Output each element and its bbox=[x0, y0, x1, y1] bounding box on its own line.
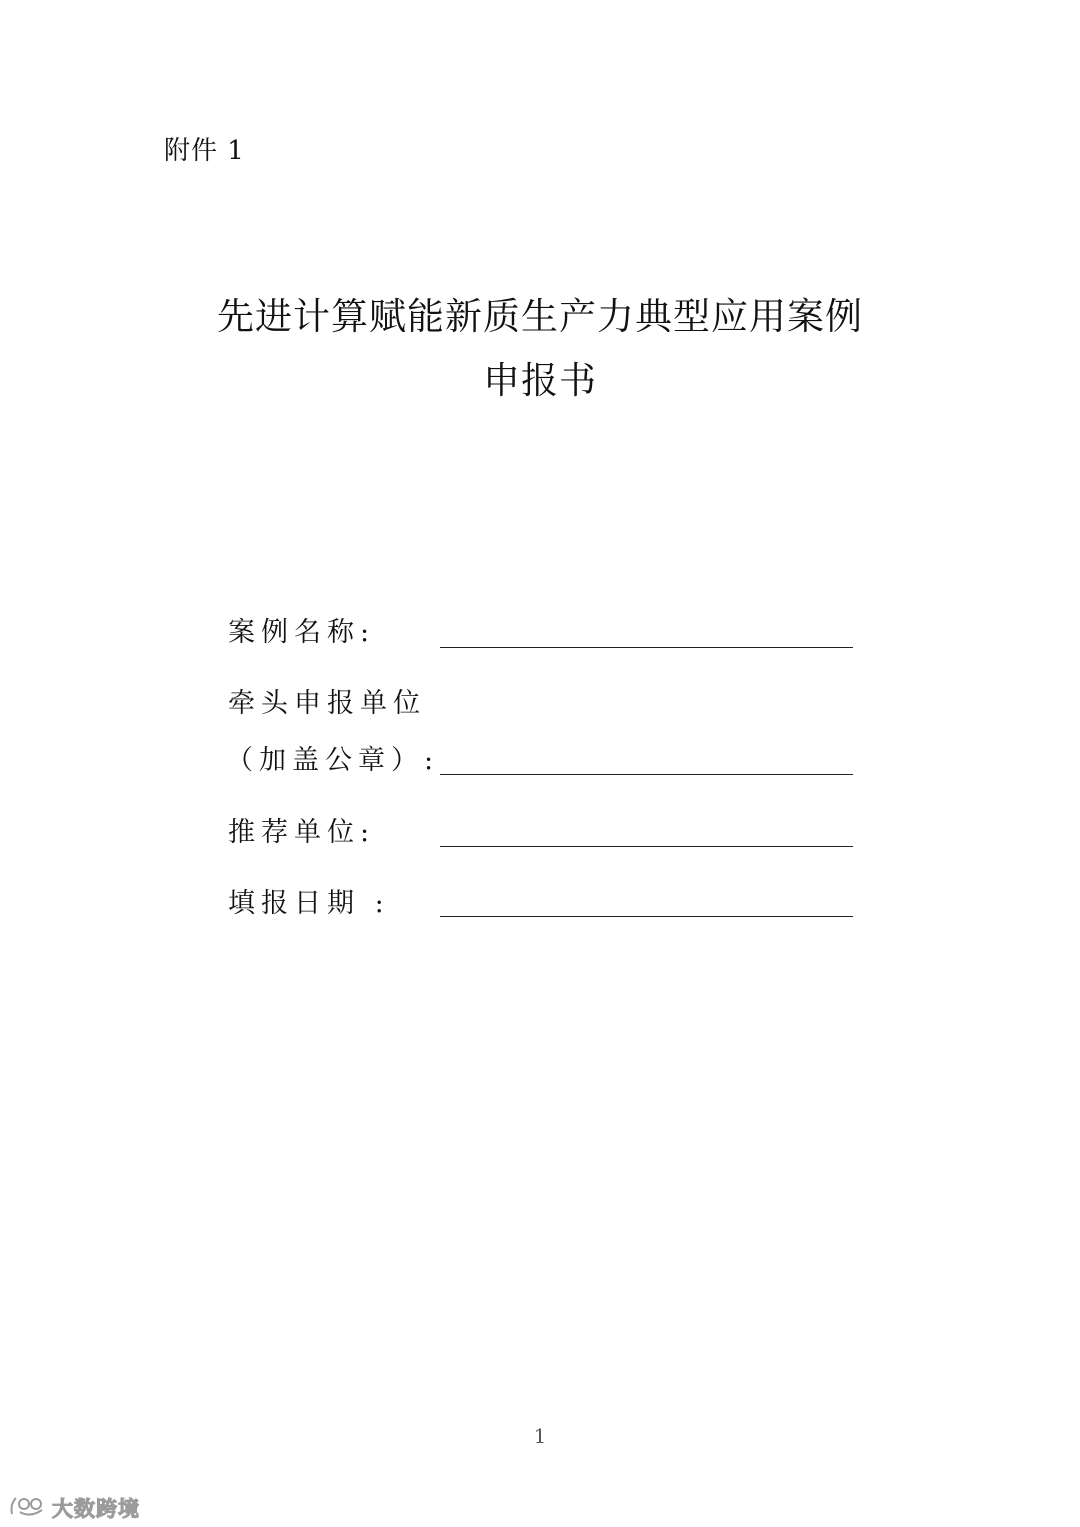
lead-unit-seal-note: （加盖公章）: bbox=[226, 745, 440, 776]
recommending-unit-field-line bbox=[440, 846, 853, 847]
case-name-field-line bbox=[440, 647, 853, 648]
fill-date-label: 填报日期 : bbox=[228, 888, 390, 919]
logo-icon bbox=[8, 1494, 48, 1522]
watermark-text: 大数跨境 bbox=[52, 1497, 140, 1521]
watermark bbox=[8, 1493, 140, 1523]
document-subtitle: 申报书 bbox=[483, 359, 597, 402]
document-title: 先进计算赋能新质生产力典型应用案例 bbox=[217, 295, 863, 338]
case-name-label: 案例名称: bbox=[228, 617, 376, 648]
lead-unit-field-line bbox=[440, 774, 853, 775]
recommending-unit-label: 推荐单位: bbox=[228, 817, 376, 848]
lead-unit-label: 牵头申报单位 bbox=[228, 688, 426, 719]
attachment-label: 附件 1 bbox=[164, 136, 245, 166]
fill-date-field-line bbox=[440, 916, 853, 917]
page-number: 1 bbox=[533, 1424, 547, 1448]
